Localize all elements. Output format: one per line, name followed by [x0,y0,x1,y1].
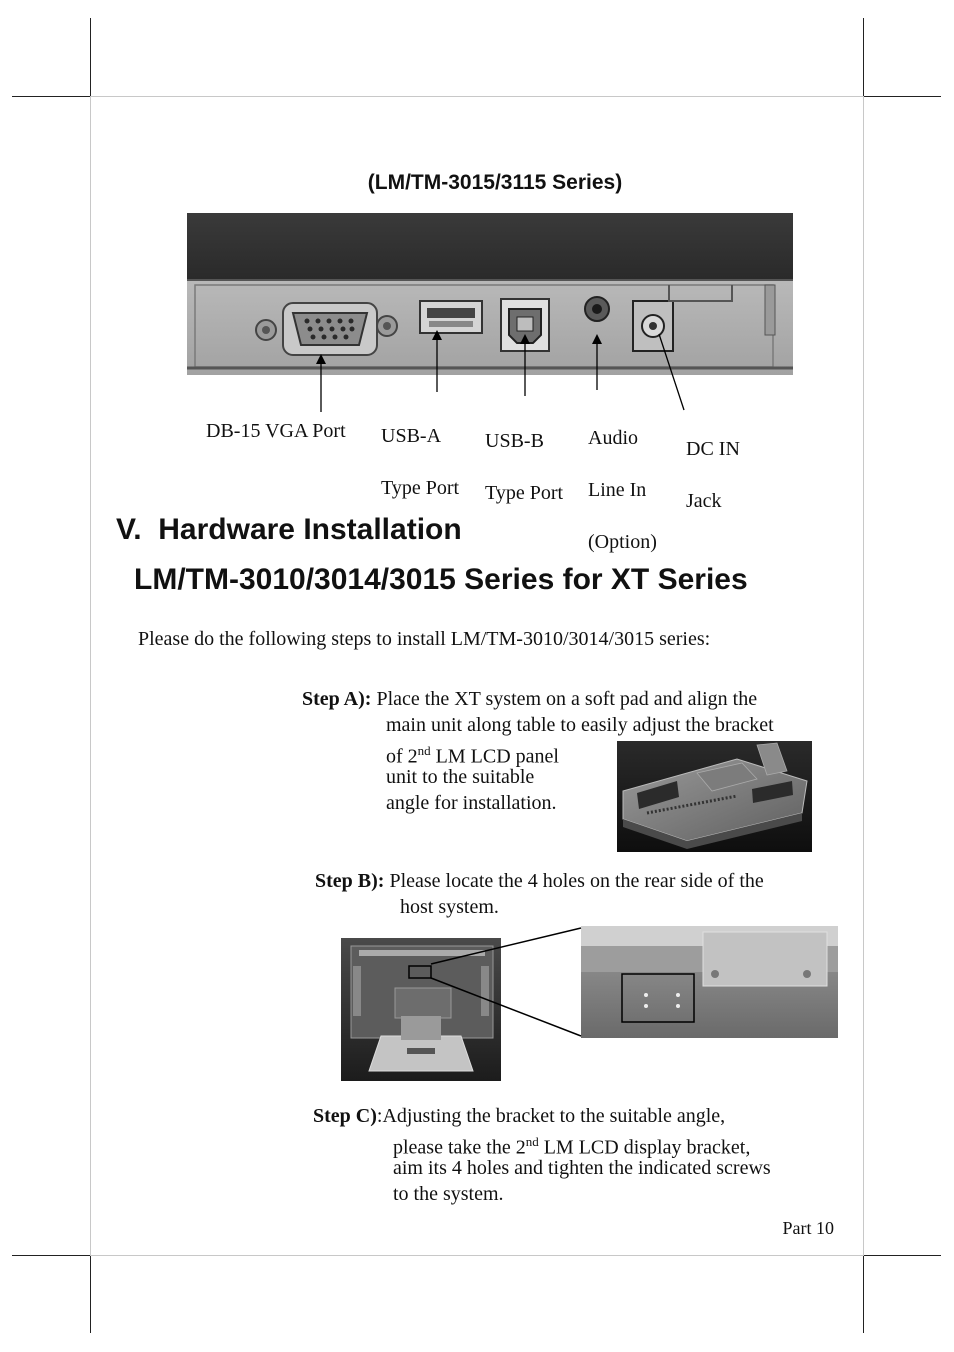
step-c-text1: :Adjusting the bracket to the suitable angle, [376,1105,726,1127]
label-audio-line3: (Option) [588,531,657,553]
crop-mark-top-left-h [12,96,91,97]
step-a-line1 [302,686,757,712]
step-c-sup: nd [525,1134,539,1149]
crop-mark-bottom-right-v [863,1255,864,1333]
label-dc-line2: Jack [686,490,722,512]
label-usb-a-line2: Type Port [381,477,460,499]
label-dc-line1: DC IN [686,438,740,460]
step-b-line2: host system. [400,896,499,918]
label-usb-a-port [381,397,459,527]
page-border-bottom [91,1255,863,1256]
page-border-left [90,96,91,1256]
label-audio-line-in [588,399,657,581]
page-border-right [863,96,864,1256]
step-a-label: Step A): [302,688,372,710]
step-c-text2b: LM LCD display bracket, [538,1136,751,1159]
page-border-top [91,96,863,97]
step-c-text2a: please take the 2 [393,1136,526,1159]
step-b-label: Step B): [315,870,385,892]
intro-paragraph: Please do the following steps to install LM/TM-3010/3014/3015 series: [138,628,711,650]
label-usb-a-line1: USB-A [381,425,442,447]
step-c-line1 [313,1103,725,1129]
step-c-line3: aim its 4 holes and tighten the indicated screws [393,1157,771,1179]
step-b-text1: Please locate the 4 holes on the rear side of the [384,870,764,892]
step-a-text1: Place the XT system on a soft pad and align the [371,688,758,710]
step-a-line5: angle for installation. [386,792,557,814]
section-subheading: LM/TM-3010/3014/3015 Series for XT Series [134,563,748,596]
section-heading: V. Hardware Installation [116,513,462,546]
crop-mark-top-left-v [90,18,91,96]
label-usb-b-line2: Type Port [485,482,564,504]
label-usb-b-port [485,402,563,532]
step-a-photo [617,741,812,852]
step-b-photos [341,926,841,1082]
label-dc-in-jack [686,410,740,540]
crop-mark-bottom-right-h [863,1255,941,1256]
label-audio-line2: Line In [588,479,647,501]
label-audio-line1: Audio [588,427,638,449]
crop-mark-bottom-left-v [90,1255,91,1333]
step-a-text3a: of 2 [386,745,418,768]
step-c-line4: to the system. [393,1183,504,1205]
crop-mark-top-right-h [863,96,941,97]
crop-mark-bottom-left-h [12,1255,91,1256]
step-a-sup: nd [417,743,431,758]
step-b-line1 [315,868,764,894]
step-a-line2: main unit along table to easily adjust the bracket [386,714,774,736]
step-c-label: Step C) [313,1105,377,1127]
crop-mark-top-right-v [863,18,864,96]
page-number: Part 10 [782,1218,834,1238]
step-a-line4: unit to the suitable [386,766,535,788]
series-caption: (LM/TM-3015/3115 Series) [367,171,623,194]
step-a-text3b: LM LCD panel [430,745,559,768]
label-vga-port: DB-15 VGA Port [206,420,346,442]
label-usb-b-line1: USB-B [485,430,544,452]
